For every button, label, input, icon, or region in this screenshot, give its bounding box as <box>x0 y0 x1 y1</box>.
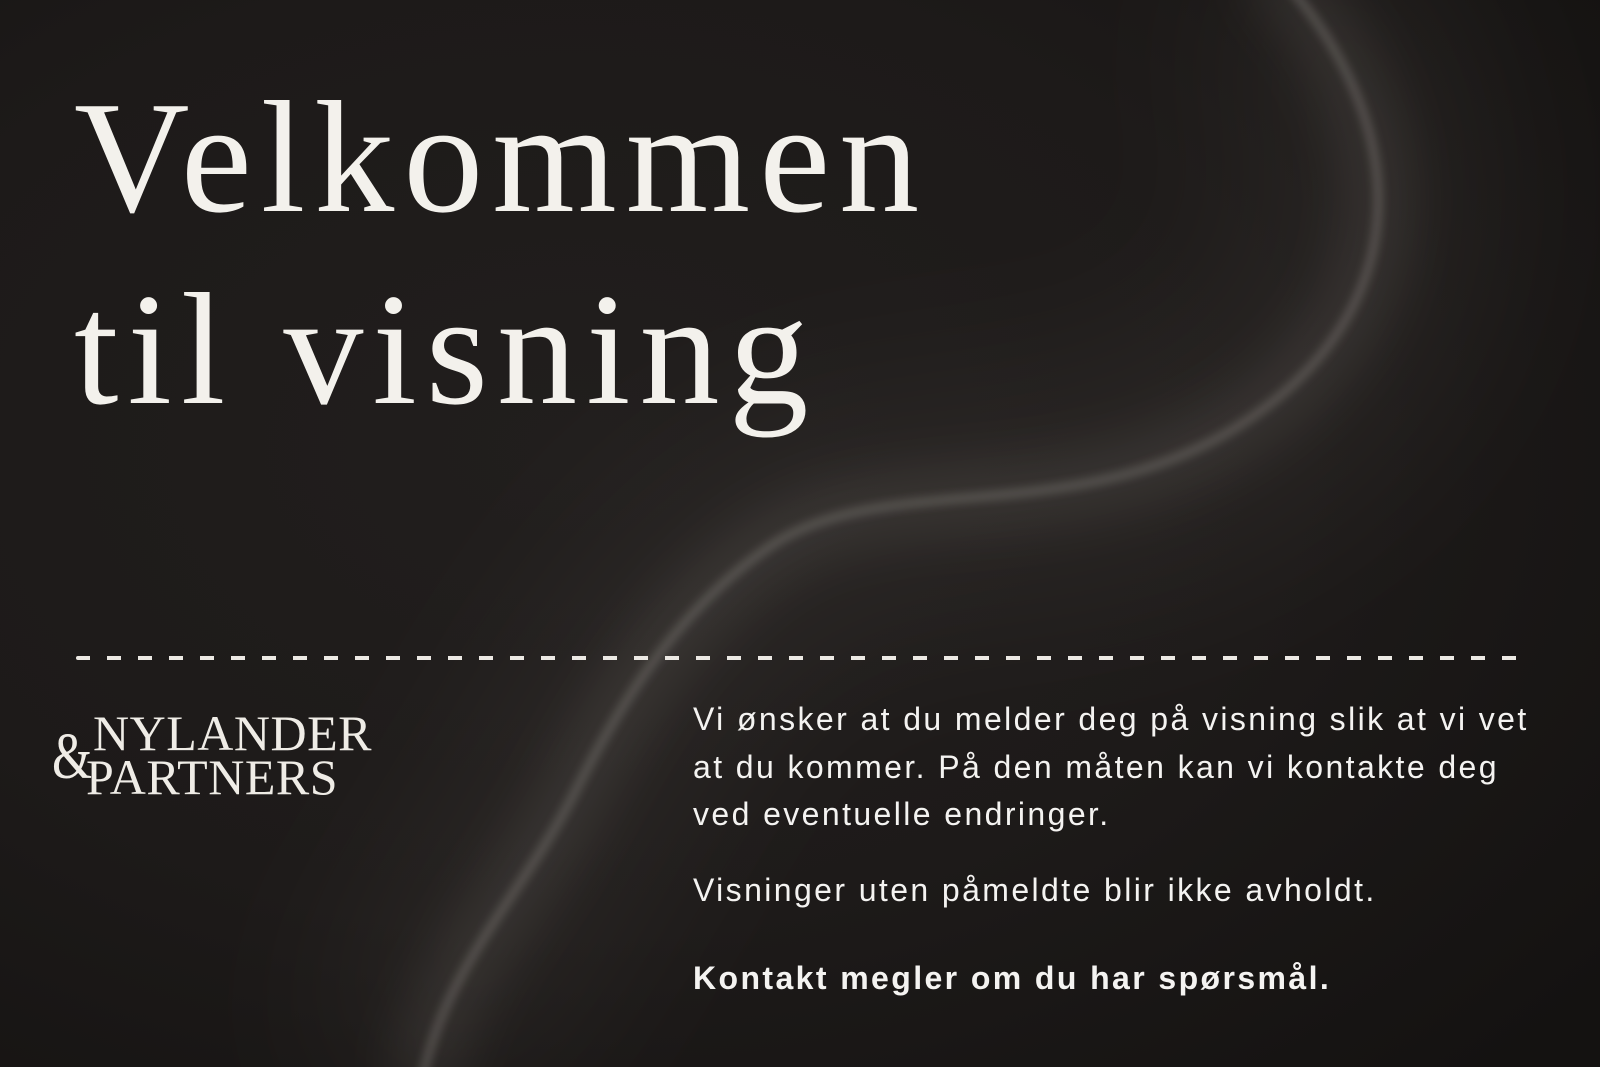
logo-wordmark <box>86 705 372 805</box>
brand-logo <box>52 705 372 805</box>
dashed-divider <box>76 656 1522 660</box>
info-text <box>693 696 1529 1003</box>
logo-name-line2: PARTNERS <box>86 749 339 805</box>
info-paragraph-contact: Kontakt megler om du har spørsmål. <box>693 960 1332 996</box>
title-line-1: Velkommen <box>74 68 929 246</box>
title-line-2: til visning <box>74 260 818 438</box>
logo-name-line1: NYLANDER <box>93 705 372 761</box>
logo-ampersand-icon: & <box>52 720 93 793</box>
info-paragraph-signup: Vi ønsker at du melder deg på visning slik at vi vet at du kommer. På den måten kan vi kontakte deg ved eventuelle endringer. <box>693 701 1529 832</box>
page-title <box>74 61 928 445</box>
info-paragraph-cancellation: Visninger uten påmeldte blir ikke avholdt. <box>693 871 1377 908</box>
